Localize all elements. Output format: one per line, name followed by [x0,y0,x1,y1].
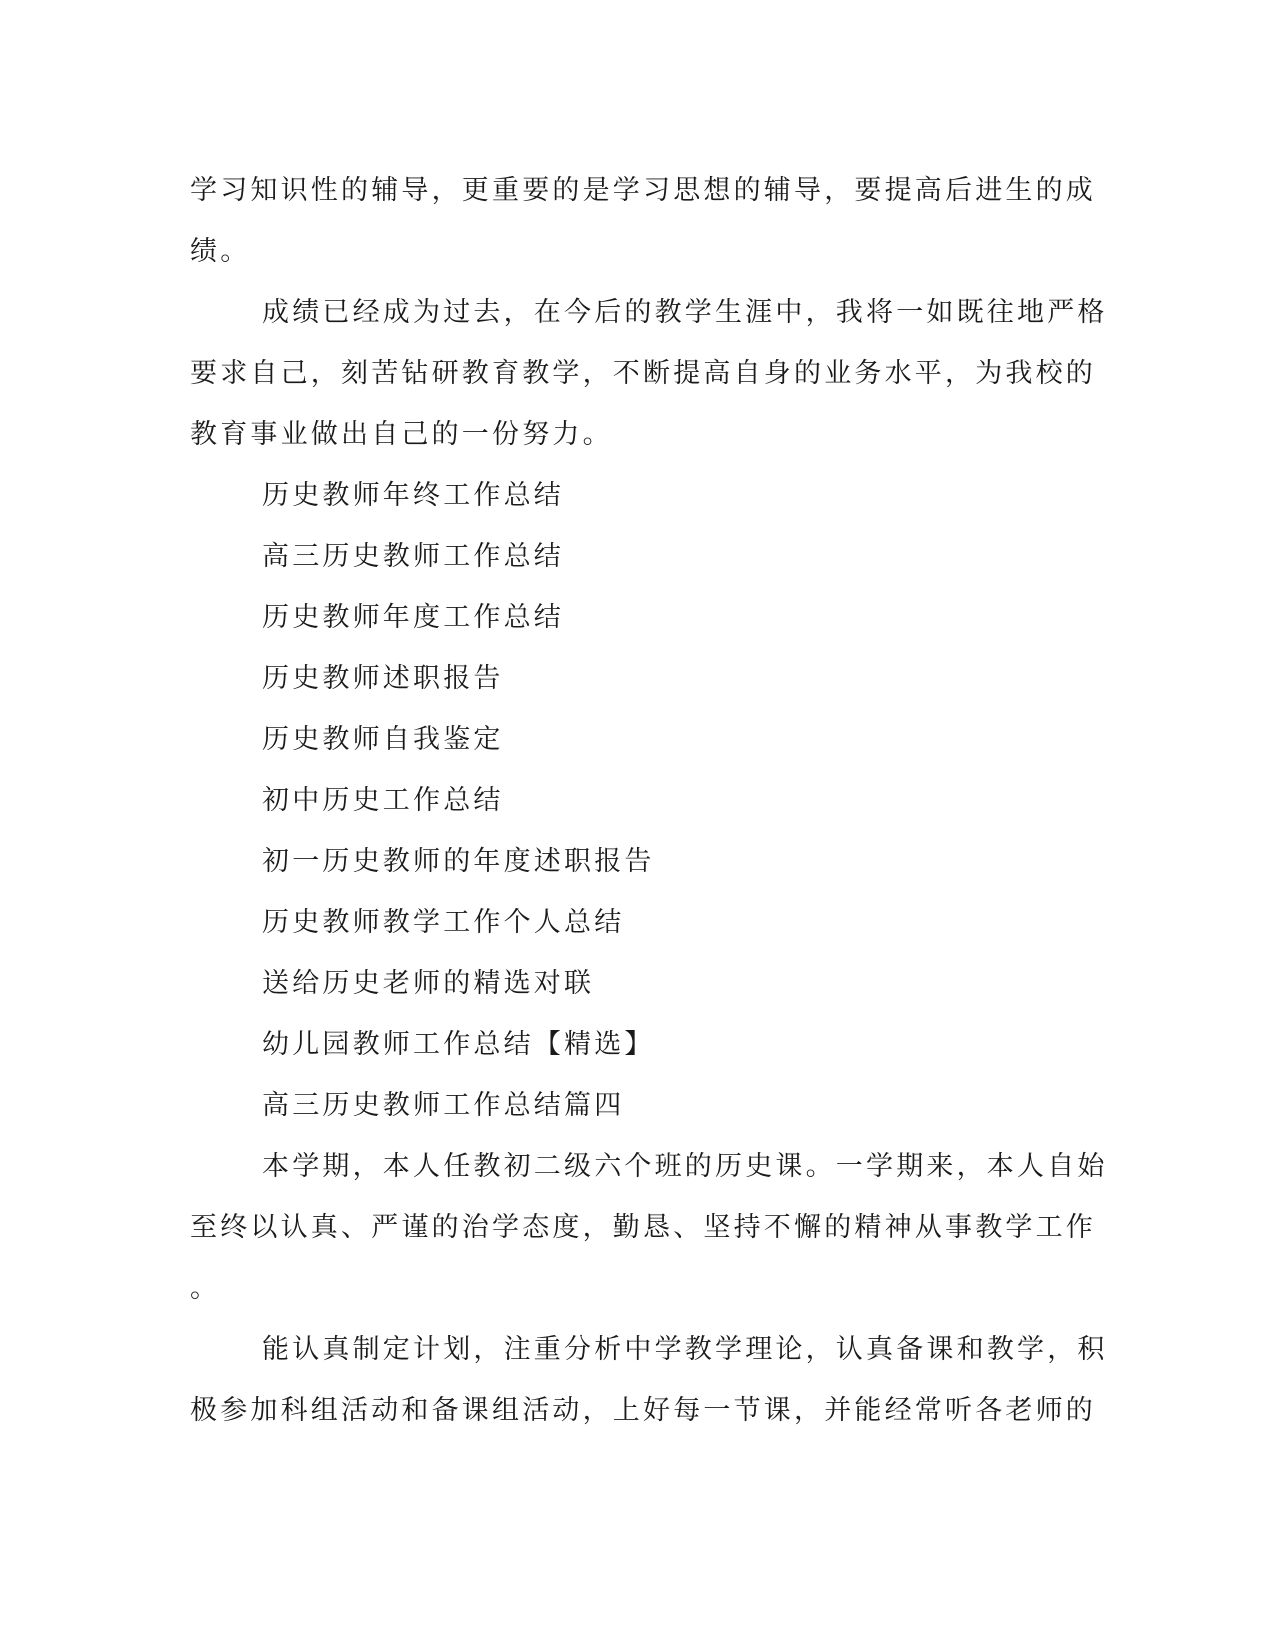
text-line: 能认真制定计划，注重分析中学教学理论，认真备课和教学，积 [262,1334,1108,1365]
text-line: 绩。 [190,236,251,267]
related-link-item: 幼儿园教师工作总结【精选】 [262,1029,655,1060]
text-line: 要求自己，刻苦钻研教育教学，不断提高自身的业务水平，为我校的 [190,358,1096,389]
related-link-item: 历史教师自我鉴定 [262,724,504,755]
related-link-item: 历史教师教学工作个人总结 [262,907,625,938]
text-line: 至终以认真、严谨的治学态度，勤恳、坚持不懈的精神从事教学工作 [190,1212,1096,1243]
related-link-item: 初中历史工作总结 [262,785,504,816]
related-link-item: 送给历史老师的精选对联 [262,968,595,999]
text-line: 。 [190,1273,221,1304]
related-link-item: 初一历史教师的年度述职报告 [262,846,655,877]
related-link-item: 历史教师年度工作总结 [262,602,564,633]
section-heading: 高三历史教师工作总结篇四 [262,1090,625,1121]
related-link-item: 历史教师年终工作总结 [262,480,564,511]
related-link-item: 高三历史教师工作总结 [262,541,564,572]
related-link-item: 历史教师述职报告 [262,663,504,694]
text-line: 本学期，本人任教初二级六个班的历史课。一学期来，本人自始 [262,1151,1108,1182]
document-body [190,160,1108,1441]
text-line: 极参加科组活动和备课组活动，上好每一节课，并能经常听各老师的 [190,1395,1096,1426]
text-line: 成绩已经成为过去，在今后的教学生涯中，我将一如既往地严格 [262,297,1108,328]
text-line: 教育事业做出自己的一份努力。 [190,419,613,450]
text-line: 学习知识性的辅导，更重要的是学习思想的辅导，要提高后进生的成 [190,175,1096,206]
